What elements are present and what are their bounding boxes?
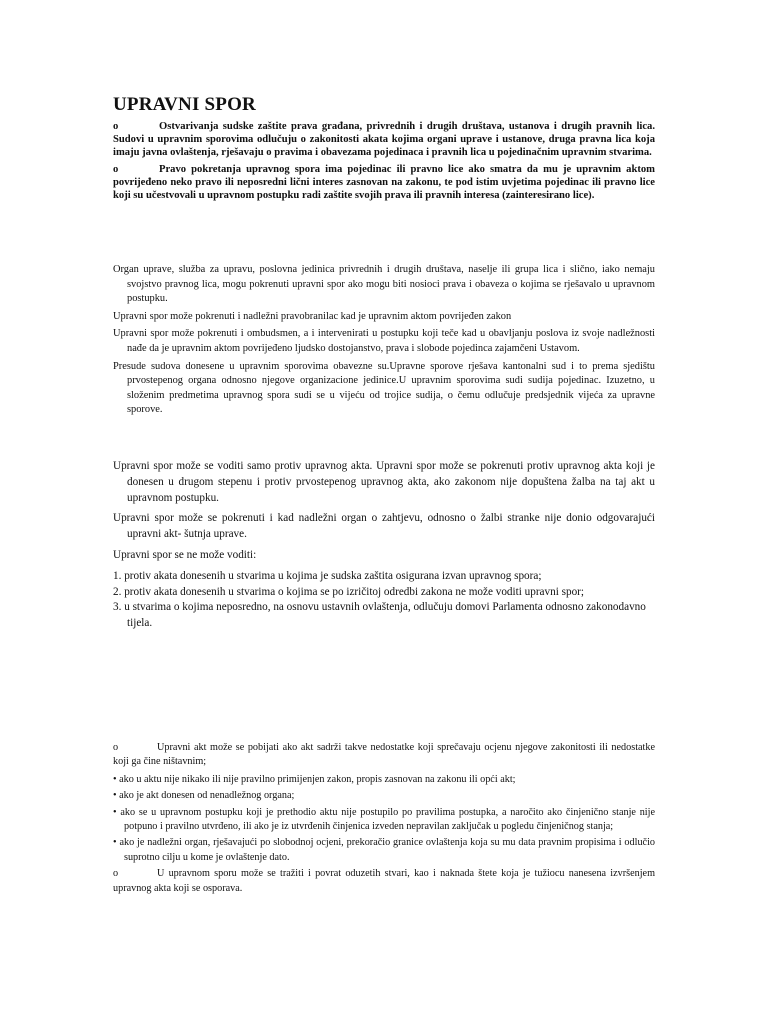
circle-bullet-icon: o bbox=[113, 742, 119, 753]
circle-bullet-icon: o bbox=[113, 163, 119, 175]
intro-paragraph-2-text: Pravo pokretanja upravnog spora ima pojedinac ili pravno lice ako smatra da mu je upravnim aktom povrijeđeno neko pravo ili neposredni lični interes zasnovan na zakonu, te pod istim uvjetima pojedinac ili pravno lice koji su učestvovali u upravnom postupku radi zaštite svojih prava ili pravnih interesa (zainteresirano lice). bbox=[113, 163, 655, 202]
list-item: 3. u stvarima o kojima neposredno, na osnovu ustavnih ovlaštenja, odlučuju domovi Parlamenta odnosno zakonodavno tijela. bbox=[113, 601, 646, 630]
section-4-paragraph-1 bbox=[113, 741, 655, 770]
list-item: 1. protiv akata donesenih u stvarima u kojima je sudska zaštita osigurana izvan upravnog spora; bbox=[113, 569, 542, 582]
page-title: UPRAVNI SPOR bbox=[113, 94, 256, 115]
circle-bullet-icon: o bbox=[113, 121, 119, 132]
section-4-paragraph-2-text: U upravnom sporu može se tražiti i povrat oduzetih stvari, kao i naknada štete koja je tužiocu nanesena izvršenjem upravnog akta koji se osporava. bbox=[113, 868, 655, 894]
section-3-paragraph-1: Upravni spor može se voditi samo protiv upravnog akta. Upravni spor može se pokrenuti protiv upravnog akta koji je donesen u drugom stepenu i protiv prvostepenog upravnog akta, ako zakonom nije dopuštena žalba na taj akt u upravnom postupku. bbox=[113, 460, 655, 504]
intro-paragraph-1 bbox=[113, 120, 655, 160]
section-3-paragraph-2: Upravni spor može se pokrenuti i kad nadležni organ o zahtjevu, odnosno o žalbi stranke nije donio odgovarajući upravni akt- šutnja uprave. bbox=[113, 512, 655, 541]
section-4-paragraph-1-text: Upravni akt može se pobijati ako akt sadrži takve nedostatke koji sprečavaju ocjenu njegove zakonitosti ili nedostatke koji ga čine ništavnim; bbox=[113, 742, 655, 768]
list-item: • ako je akt donesen od nenadležnog organa; bbox=[113, 790, 295, 802]
intro-section bbox=[113, 120, 655, 202]
section-3-paragraph-3: Upravni spor se ne može voditi: bbox=[113, 548, 257, 561]
section-2 bbox=[113, 263, 655, 418]
list-item: • ako se u upravnom postupku koji je prethodio aktu nije postupilo po pravilima postupka, a naročito ako činjenično stanje nije potpuno i pravilno utvrđeno, ili ako je iz utvrđenih činjenica izveden nepravilan zaključak u pogledu činjeničnog stanja; bbox=[113, 806, 655, 833]
intro-paragraph-1-text: Ostvarivanja sudske zaštite prava građana, privrednih i drugih društava, ustanova i drugih pravnih lica. Sudovi u upravnim sporovima odlučuju o zakonitosti akata kojima organi uprave i ustanove, druga pravna lica koja imaju javna ovlaštenja, rješavaju o pravima i obavezama pojedinaca i pravnih lica u pojedinačnim upravnim stvarima. bbox=[113, 121, 655, 159]
list-item: • ako je nadležni organ, rješavajući po slobodnoj ocjeni, prekoračio granice ovlaštenja koja su mu data pravnim propisima i odlučio suprotno cilju u kome je ovlaštenje dato. bbox=[113, 837, 655, 863]
exclusions-list bbox=[113, 569, 655, 632]
list-item: • ako u aktu nije nikako ili nije pravilno primijenjen zakon, propis zasnovan na zakonu ili opći akt; bbox=[113, 773, 516, 785]
section-4 bbox=[113, 741, 655, 896]
list-item: 2. protiv akata donesenih u stvarima o kojima se po izričitoj odredbi zakona ne može voditi upravni spor; bbox=[113, 585, 584, 598]
section-3 bbox=[113, 459, 655, 632]
section-2-paragraph-1: Organ uprave, služba za upravu, poslovna jedinica privrednih i drugih društava, naselje ili grupa lica i slično, iako nemaju svojstvo pravnog lica, mogu pokrenuti upravni spor ako mogu biti nosioci prava i obaveza o kojima se rješavalo u upravnom postupku. bbox=[113, 264, 655, 305]
intro-paragraph-2 bbox=[113, 163, 655, 203]
circle-bullet-icon: o bbox=[113, 868, 119, 880]
section-2-paragraph-2: Upravni spor može pokrenuti i nadležni pravobranilac kad je upravnim aktom povrijeđen zakon bbox=[113, 310, 512, 322]
grounds-list bbox=[113, 773, 655, 865]
section-2-paragraph-3: Upravni spor može pokrenuti i ombudsmen, a i intervenirati u postupku koji teče kad u obavljanju poslova iz svoje nadležnosti nađe da je upravnim aktom povrijeđeno ljudsko dostojanstvo, prava i slobode pojedinca zajamčeni Ustavom. bbox=[113, 328, 655, 354]
section-4-paragraph-2 bbox=[113, 867, 655, 896]
section-2-paragraph-4: Presude sudova donesene u upravnim sporovima obavezne su.Upravne sporove rješava kantonalni sud i to prema sjedištu prvostepenog organa odnosno njegove organizacione jedinice.U upravnim sporovima sudi sudija pojedinac. Izuzetno, u složenim predmetima upravnog spora sudi se u vijeću od trojice sudija, o čemu odlučuje predsjednik vijeća za upravne sporove. bbox=[113, 360, 655, 416]
